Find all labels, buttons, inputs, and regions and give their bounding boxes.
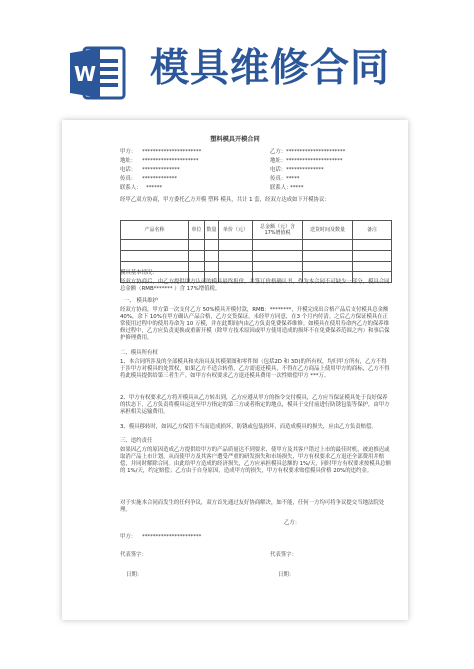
table-header-cell: 数量: [205, 221, 219, 240]
table-header-cell: 总金额（元）含 17%增值税: [253, 221, 303, 240]
section-heading-liability: 三、违约责任: [120, 438, 153, 444]
table-header-cell: 送货时间及数量: [303, 221, 353, 240]
party-b-name: **********************: [286, 149, 346, 155]
party-a-name: **********************: [142, 149, 202, 155]
svg-text:W: W: [73, 62, 97, 86]
paragraph-ownership-1: 1、本合同所涉及的全部模具和夹治具及其模架图和零件图（包括2D 和 3D)的所有权，均归甲方所有，乙方不得干涉甲方对模具的处置权，如果乙方不适合转借，乙方需退还模具，不得在乙方商品上使用甲方的商标，乙方不得将此模具提供给第三者生产。如甲方有权要求乙方退还模具费用一次性赔偿甲方 ***万。: [120, 359, 390, 379]
date-b-label: 日期：: [278, 572, 295, 578]
sign-party-b-label: 乙方：: [284, 520, 301, 526]
fax-a-value: *************: [142, 176, 178, 182]
contact-b-label: 联系人：: [270, 185, 292, 191]
contact-a-value: ******: [146, 185, 163, 191]
banner: [0, 0, 474, 110]
table-header-cell: 产品名称: [121, 221, 189, 240]
table-header-cell: 备注: [353, 221, 392, 240]
fax-b-value: *****: [286, 176, 300, 182]
table-header-cell: 单价（元）: [219, 221, 253, 240]
fax-a-label: 传真：: [120, 176, 137, 182]
paragraph-dispute: 对于实施本合同而发生的任何争议，双方首先通过友好协商解决，如不能，任何一方均可将争议提交当地法院处理。: [120, 500, 385, 513]
contact-a-label: 联系人：: [120, 185, 142, 191]
paragraph-quote: 经双方协商后，由乙方提供甲方认可的模具最终报价，并签订价格确认书，作为本合同不可缺少一部分，模具合同总金额（RMB******* ）含 17%增值税。: [120, 279, 390, 292]
party-b-label: 乙方：: [270, 149, 287, 155]
word-document-icon: [68, 45, 128, 101]
banner-title: 模具维修合同: [150, 46, 391, 91]
sign-party-a-label: 甲方：: [120, 534, 137, 540]
address-b-label: 地址：: [270, 158, 287, 164]
document-title: 塑料模具开模合同: [210, 136, 260, 143]
party-a-label: 甲方：: [120, 149, 137, 155]
table-header-row: [121, 221, 392, 240]
phone-b-value: **************: [286, 167, 324, 173]
rep-signature-b-label: 代表签字：: [270, 552, 297, 558]
address-b-value: *********************: [286, 158, 343, 164]
paragraph-ownership-2: 2、甲方有权要求乙方将开模具从乙方转出到，乙方应遵从甲方的指令交付模具，乙方应当保证模具处于良好保养的状态下，乙方负责将模具运送至甲方指定的第三方或者指定的地点，模具于交付前进行防锈包装等保护，由甲方承担相关运输费用。: [120, 395, 390, 415]
paragraph-maintenance: 经双方协商，甲方第一次支付乙方 50%模具开模付款，RMB：********，开模完成出合格产品后支付模具总金额 40%，余下 10%在甲方确认产品合格，乙方交货保证，未经甲方同意，在3 个月内付清。之后乙方保证模具在正常使用过程中的使用寿命为 10 万模，并在此期间内由乙方负责免费保养维修。如模具在使用寿命内乙方的保养维修过程中，乙方应负责更换或重新开模（除甲方技术原因或甲方使用造成的损坏不在免费保养范围之内）和事后保护修理费用。: [120, 307, 390, 341]
product-table: [120, 220, 392, 283]
address-a-value: *********************: [142, 158, 199, 164]
section-heading-ownership: 二、模具所有权: [120, 350, 158, 356]
fax-b-label: 传真：: [270, 176, 287, 182]
phone-a-value: **************: [142, 167, 180, 173]
address-a-label: 地址：: [120, 158, 137, 164]
table-row: [121, 250, 392, 261]
date-a-label: 日期：: [126, 572, 143, 578]
table-row: [121, 261, 392, 272]
section-heading-maintenance: 一、 模具维护: [124, 298, 159, 304]
phone-b-label: 电话：: [270, 167, 287, 173]
paragraph-ownership-3: 3、模具移转时，如因乙方保管不当而造成损坏，防锈或包装损坏，而造成模具的损失，应由乙方负责赔偿。: [120, 424, 377, 430]
rep-signature-a-label: 代表签字：: [120, 552, 147, 558]
section-basic-info: 模具基本情况：: [120, 270, 158, 276]
contact-b-value: *****: [290, 185, 304, 191]
document-page: [62, 120, 408, 620]
contract-intro: 经甲乙双方协商，甲方委托乙方开模 塑料 模具，共计 1 套，经双方达成如下开模协议：: [120, 197, 330, 203]
paragraph-liability: 如果因乙方的原因造成乙方提供给甲方的产品质量达不到要求，使甲方及其客户错过上市的最佳时机，被迫推迟或取消产品上市计划，从而使甲方及其客户遭受严重的研发损失和市场损失，甲方有权要求乙方退还全部费用并赔偿，并同时解除合同。由此给甲方造成的经济损失，乙方应承担模具总额的 1%/天，同时甲方有权要求按模具总额的 1%/天，约定赔偿；乙方由于自身原因，造成甲方的损失，甲方有权要求赔偿模具价格 20%的违约金。: [120, 447, 391, 474]
phone-a-label: 电话：: [120, 167, 137, 173]
table-header-cell: 单位: [189, 221, 205, 240]
sign-party-a-name: **********************: [142, 534, 202, 540]
table-row: [121, 240, 392, 251]
